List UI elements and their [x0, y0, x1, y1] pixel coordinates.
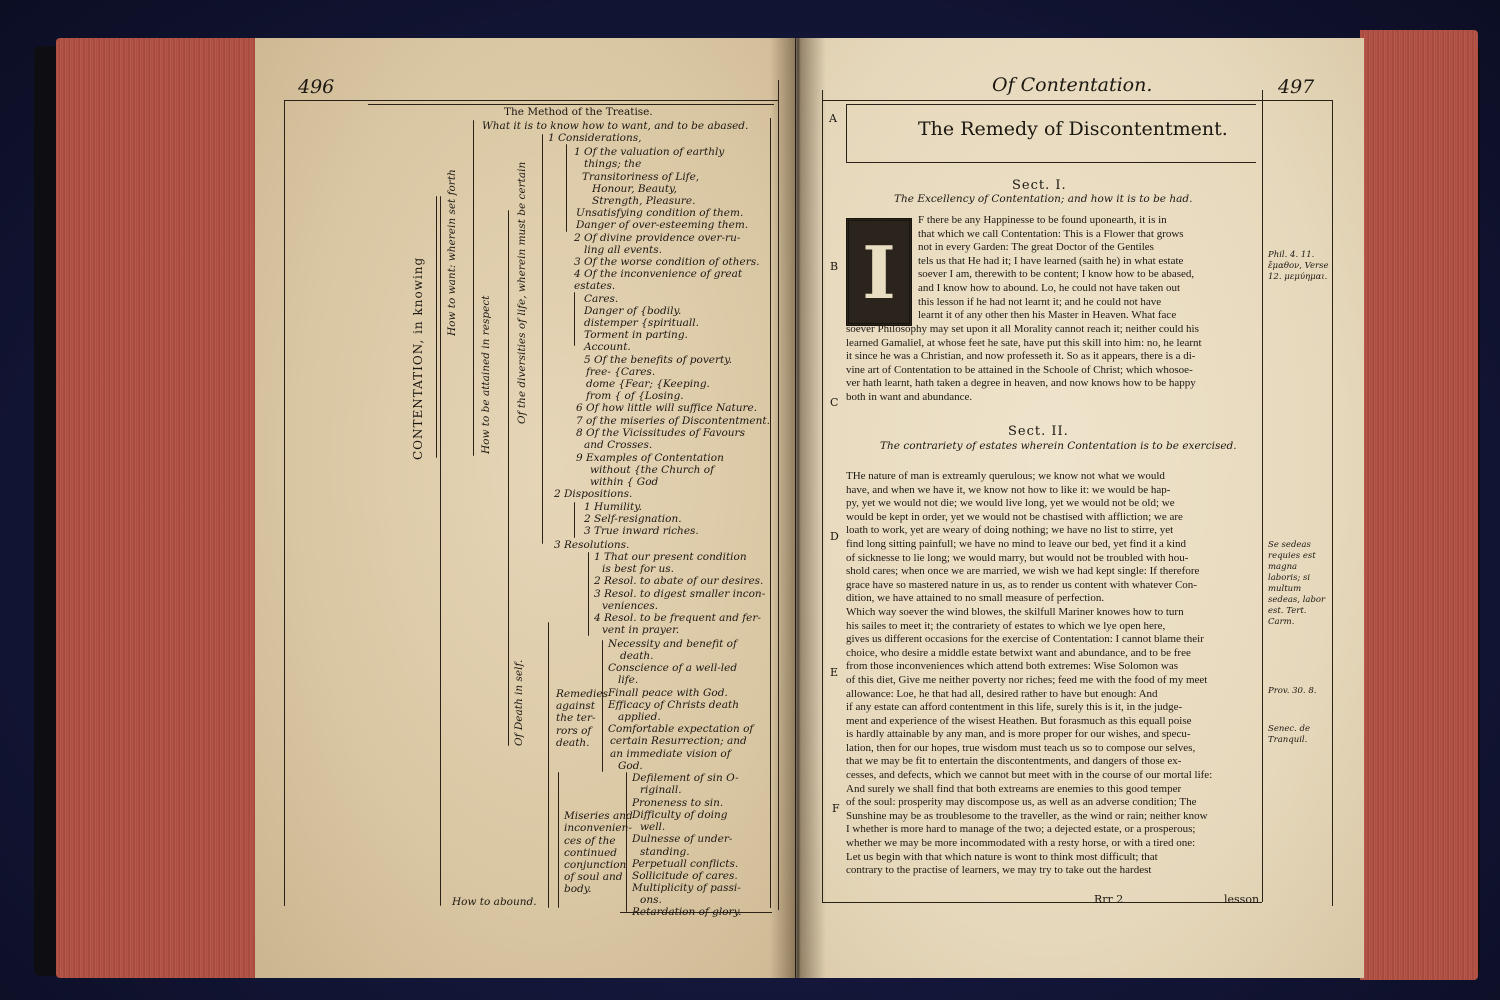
tree-item: Sollicitude of cares.: [632, 870, 738, 882]
book-gutter: [770, 38, 826, 978]
side-note: Phil. 4. 11. ἔμαθον, Verse 12. μεμύημαι.: [1268, 250, 1329, 282]
tree-item: and Crosses.: [584, 439, 653, 451]
tree-item: 2 Dispositions.: [554, 488, 633, 500]
brace-dispositions: [574, 502, 575, 538]
tree-item: against: [556, 700, 595, 712]
tree-item: 7 of the miseries of Discontentment.: [576, 415, 770, 427]
tree-item: Necessity and benefit of: [608, 638, 737, 650]
tree-item: within { God: [590, 476, 659, 488]
text-line: of the soul: prosperity may discompose us, as well as an adverse condition; The: [846, 796, 1197, 809]
text-line: py, yet we would not die; we would live long, yet we would not be old; we: [846, 497, 1175, 510]
text-line: his sailes to meet it; the contrariety of estates to which we lye open here,: [846, 619, 1166, 632]
tree-item: applied.: [618, 711, 661, 723]
side-note: Se sedeas requies est magna laboris; si multum sedeas, labor est. Tert. Carm.: [1268, 540, 1326, 627]
text-line: not in every Garden: The great Doctor of the Gentiles: [918, 241, 1154, 254]
tree-item: of soul and: [564, 871, 623, 883]
right-top-rule: [822, 100, 1332, 101]
text-line: shold cares; when once we are married, we wish we had kept single: If therefore: [846, 565, 1200, 578]
text-line: cesses, and defects, which we cannot but meet with in the course of our mortal life:: [846, 769, 1213, 782]
text-line: of sicknesse to lie long; we would marry, but would not be troubled with hou-: [846, 551, 1189, 564]
tree-item: things; the: [584, 158, 642, 170]
tree-item: Cares.: [584, 293, 619, 305]
margin-letter: E: [830, 666, 839, 679]
text-line: Let us begin with that which nature is wont to think most difficult; that: [846, 850, 1158, 863]
left-page-edges: [56, 38, 270, 978]
tree-item: Multiplicity of passi-: [632, 882, 741, 894]
brace-remedies: [602, 640, 603, 772]
tree-item: 5 Of the benefits of poverty.: [584, 354, 733, 366]
tree-item: Difficulty of doing: [632, 809, 728, 821]
right-outer-rule: [1332, 100, 1333, 906]
brace-miseries-outer: [558, 772, 559, 908]
tree-item: 6 Of how little will suffice Nature.: [576, 402, 758, 414]
text-line: both in want and abundance.: [846, 390, 973, 403]
brace-know: [473, 120, 474, 456]
tree-item: What it is to know how to want, and to be abased.: [482, 120, 749, 132]
brace-main: [440, 196, 441, 906]
title-box-bottom: [846, 162, 1256, 163]
text-line: soever I am, therewith to be content; I know how to be abased,: [918, 268, 1195, 281]
tree-item: Danger of {bodily.: [584, 305, 682, 317]
text-line: that we may be fit to entertain the discontentments, and dangers of those ex-: [846, 755, 1182, 768]
tree-item: inconvenien-: [564, 822, 632, 834]
text-line: lation, then for our hopes, true wisdom must teach us so to compose our selves,: [846, 741, 1196, 754]
tree-item: Conscience of a well-led: [608, 662, 738, 674]
tree-item: 3 Resol. to digest smaller incon-: [594, 588, 766, 600]
tree-item: 2 Of divine providence over-ru-: [574, 232, 741, 244]
tree-item: veniences.: [602, 600, 659, 612]
branch-label-attained: How to be attained in respect: [480, 295, 492, 454]
brace-resolutions: [588, 552, 589, 636]
text-line: tels us that He had it; I have learned (saith he) in what estate: [918, 254, 1184, 267]
tree-item: 3 Of the worse condition of others.: [574, 256, 760, 268]
drop-cap-ornament: [846, 218, 912, 326]
branch-label-death: Of Death in self.: [513, 659, 525, 746]
margin-letter: C: [830, 396, 839, 409]
left-page-number: 496: [298, 76, 335, 98]
tree-item: death.: [556, 737, 590, 749]
text-line: is hardly attainable by any man, and is more proper for our wishes, and specu-: [846, 728, 1191, 741]
text-line: choice, who desire a middle estate betwixt want and abundance, and to be free: [846, 646, 1191, 659]
tree-item: Torment in parting.: [584, 329, 688, 341]
text-line: have, and when we have it, we know not how to like it: we would be hap-: [846, 483, 1171, 496]
tree-item: ling all events.: [584, 244, 662, 256]
tree-item: 3 True inward riches.: [584, 525, 699, 537]
tree-item: Retardation of glory.: [632, 906, 742, 918]
section-2-subtitle: The contrariety of estates wherein Contentation is to be exercised.: [880, 440, 1237, 452]
brace-considerations: [542, 134, 543, 544]
text-line: contrary to the practise of learners, we may try to take out the hardest: [846, 864, 1152, 877]
tree-item: God.: [618, 760, 643, 772]
tree-item: conjunction: [564, 859, 627, 871]
text-line: ment and experience of the wisest Heathen. But forasmuch as this equall poise: [846, 714, 1192, 727]
section-2-body: [846, 470, 1258, 878]
tree-item: estates.: [574, 280, 616, 292]
section-1-heading: Sect. I.: [1012, 178, 1067, 193]
brace-valuation: [566, 144, 567, 232]
text-line: if any estate can afford contentment in this life, surely this is it, in the judge-: [846, 701, 1183, 714]
tree-item: 1 Of the valuation of earthly: [574, 146, 725, 158]
text-line: vine art of Contentation to be attained in the Schoole of Christ; which whosoe-: [846, 363, 1193, 376]
tree-item: life.: [618, 674, 639, 686]
tree-item: Finall peace with God.: [608, 687, 728, 699]
branch-label-diversities: Of the diversities of life, wherein must be certain: [516, 161, 528, 424]
tree-item: 8 Of the Vicissitudes of Favours: [576, 427, 745, 439]
text-line: from those inconveniences which attend both extremes: Wise Solomon was: [846, 660, 1179, 673]
text-line: of this diet, Give me neither poverty nor riches; feed me with the food of my meet: [846, 673, 1208, 686]
tree-item: Danger of over-esteeming them.: [576, 219, 749, 231]
section-2-heading: Sect. II.: [1008, 424, 1069, 439]
tree-item: Remedies: [556, 688, 608, 700]
tree-item: the ter-: [556, 712, 596, 724]
text-line: that which we call Contentation: This is a Flower that grows: [918, 227, 1184, 240]
text-line: learned Gamaliel, at whose feet he sate, have put this skill into him: no, he learnt: [846, 336, 1202, 349]
root-label: CONTENTATION, in knowing: [411, 256, 425, 460]
text-line: learnt it of any other then his Master in Heaven. What face: [918, 309, 1177, 322]
tree-item: body.: [564, 883, 592, 895]
tree-item: standing.: [640, 846, 690, 858]
tree-item: 2 Self-resignation.: [584, 513, 682, 525]
tree-item: How to abound.: [452, 896, 537, 908]
tree-item: Transitoriness of Life,: [582, 171, 700, 183]
side-note: Prov. 30. 8.: [1268, 686, 1317, 696]
tree-item: dome {Fear; {Keeping.: [586, 378, 710, 390]
tree-item: well.: [640, 821, 666, 833]
tree-item: 1 That our present condition: [594, 551, 747, 563]
section-1-subtitle: The Excellency of Contentation; and how it is to be had.: [894, 193, 1193, 205]
text-line: dition, we have attained to no small measure of perfection.: [846, 592, 1105, 605]
tree-item: Dulnesse of under-: [632, 833, 733, 845]
text-line: THe nature of man is extreamly querulous; we know not what we would: [846, 470, 1165, 482]
tree-item: rors of: [556, 725, 592, 737]
right-bottom-rule: [822, 902, 1262, 903]
right-page-edges: [1360, 30, 1478, 980]
title-box-top: [846, 104, 1256, 105]
tree-item: 2 Resol. to abate of our desires.: [594, 575, 764, 587]
right-note-rule: [1262, 90, 1263, 902]
tree-item: Defilement of sin O-: [632, 772, 739, 784]
tree-item: Honour, Beauty,: [592, 183, 677, 195]
page-title: The Remedy of Discontentment.: [918, 118, 1228, 140]
section-1-block-b: [846, 323, 1258, 405]
text-line: it since he was a Christian, and now professeth it. So as it appears, there is a di-: [846, 350, 1196, 363]
tree-item: certain Resurrection; and: [610, 735, 747, 747]
text-line: Sunshine may be as troublesome to the traveller, as the wind or rain; neither know: [846, 809, 1208, 822]
drop-cap-letter: I: [862, 229, 896, 315]
margin-letter: A: [829, 112, 837, 125]
tree-item: Miseries and: [564, 810, 633, 822]
tree-item: Account.: [584, 341, 631, 353]
brace-diversities: [508, 210, 509, 746]
side-note: Senec. de Tranquil.: [1268, 724, 1310, 745]
tree-item: 1 Humility.: [584, 501, 643, 513]
brace-death: [548, 622, 549, 908]
branch-label-want: How to want: wherein set forth: [446, 169, 458, 336]
tree-item: 3 Resolutions.: [554, 539, 630, 551]
tree-item: Strength, Pleasure.: [592, 195, 696, 207]
margin-letter: D: [830, 530, 839, 543]
tree-item: Perpetuall conflicts.: [632, 858, 739, 870]
method-heading: The Method of the Treatise.: [504, 106, 653, 118]
text-line: this lesson if he had not learnt it; and he could not have: [918, 295, 1162, 308]
text-line: ver hath learnt, hath taken a degree in heaven, and now knows how to be happy: [846, 377, 1196, 390]
catchword: lesson: [1224, 893, 1260, 906]
tree-item: distemper {spirituall.: [584, 317, 699, 329]
left-frame-rule: [284, 100, 285, 906]
tree-item: ces of the: [564, 835, 616, 847]
left-top-rule-2: [368, 104, 774, 105]
text-line: F there be any Happinesse to be found uponearth, it is in: [918, 214, 1167, 226]
text-line: would be kept in order, yet we would not be chastised with affliction; we are: [846, 510, 1183, 523]
left-top-rule: [284, 100, 778, 101]
text-line: allowance: Loe, he that had all, desired rather to have but enough: And: [846, 687, 1158, 700]
section-1-block-a: [918, 214, 1258, 323]
title-box-left: [846, 104, 847, 162]
tree-item: 4 Of the inconvenience of great: [574, 268, 743, 280]
text-line: grace have so mastered nature in us, as to render us content with whatever Con-: [846, 578, 1197, 591]
tree-item: riginall.: [640, 784, 682, 796]
margin-letter: F: [832, 802, 840, 815]
text-line: whether we may be more incommodated with a resty horse, or with a tired one:: [846, 837, 1196, 850]
tree-item: death.: [620, 650, 654, 662]
text-line: and I know how to abound. Lo, he could not have taken out: [918, 281, 1181, 294]
text-line: find long sitting painfull; we have no mind to leave our bed, yet find it a kind: [846, 537, 1187, 550]
tree-item: Efficacy of Christs death: [608, 699, 739, 711]
tree-item: ons.: [640, 894, 662, 906]
tree-item: an immediate vision of: [610, 748, 731, 760]
tree-item: Unsatisfying condition of them.: [576, 207, 744, 219]
tree-item: Comfortable expectation of: [608, 723, 754, 735]
brace-miseries: [626, 772, 627, 912]
right-frame-rule: [822, 90, 823, 902]
tree-item: Proneness to sin.: [632, 797, 724, 809]
tree-item: free- {Cares.: [586, 366, 656, 378]
tree-item: continued: [564, 847, 618, 859]
right-page-number: 497: [1278, 76, 1315, 98]
tree-item: vent in prayer.: [602, 624, 680, 636]
signature-mark: Rrr 2: [1094, 893, 1124, 906]
tree-item: without {the Church of: [590, 464, 714, 476]
text-line: Which way soever the wind blowes, the skilfull Mariner knowes how to turn: [846, 605, 1184, 618]
text-line: I whether is more hard to manage of the two; a dejected estate, or a prosperous;: [846, 823, 1196, 836]
tree-item: 9 Examples of Contentation: [576, 452, 724, 464]
brace-want: [436, 196, 437, 458]
tree-item: 1 Considerations,: [548, 132, 642, 144]
tree-item: 4 Resol. to be frequent and fer-: [594, 612, 761, 624]
running-head: Of Contentation.: [992, 74, 1153, 96]
margin-letter: B: [830, 260, 839, 273]
tree-item: is best for us.: [602, 563, 675, 575]
tree-item: from { of {Losing.: [586, 390, 684, 402]
text-line: loath to work, yet are weary of doing nothing; we have no list to stirre, yet: [846, 524, 1174, 537]
text-line: gives us different occasions for the exercise of Contentation: I cannot blame their: [846, 633, 1204, 646]
brace-cares: [574, 292, 575, 346]
text-line: soever Philosophy may set upon it all Morality cannot reach it; neither could his: [846, 323, 1199, 335]
text-line: And surely we shall find that both extreams are enemies to this good temper: [846, 782, 1182, 795]
